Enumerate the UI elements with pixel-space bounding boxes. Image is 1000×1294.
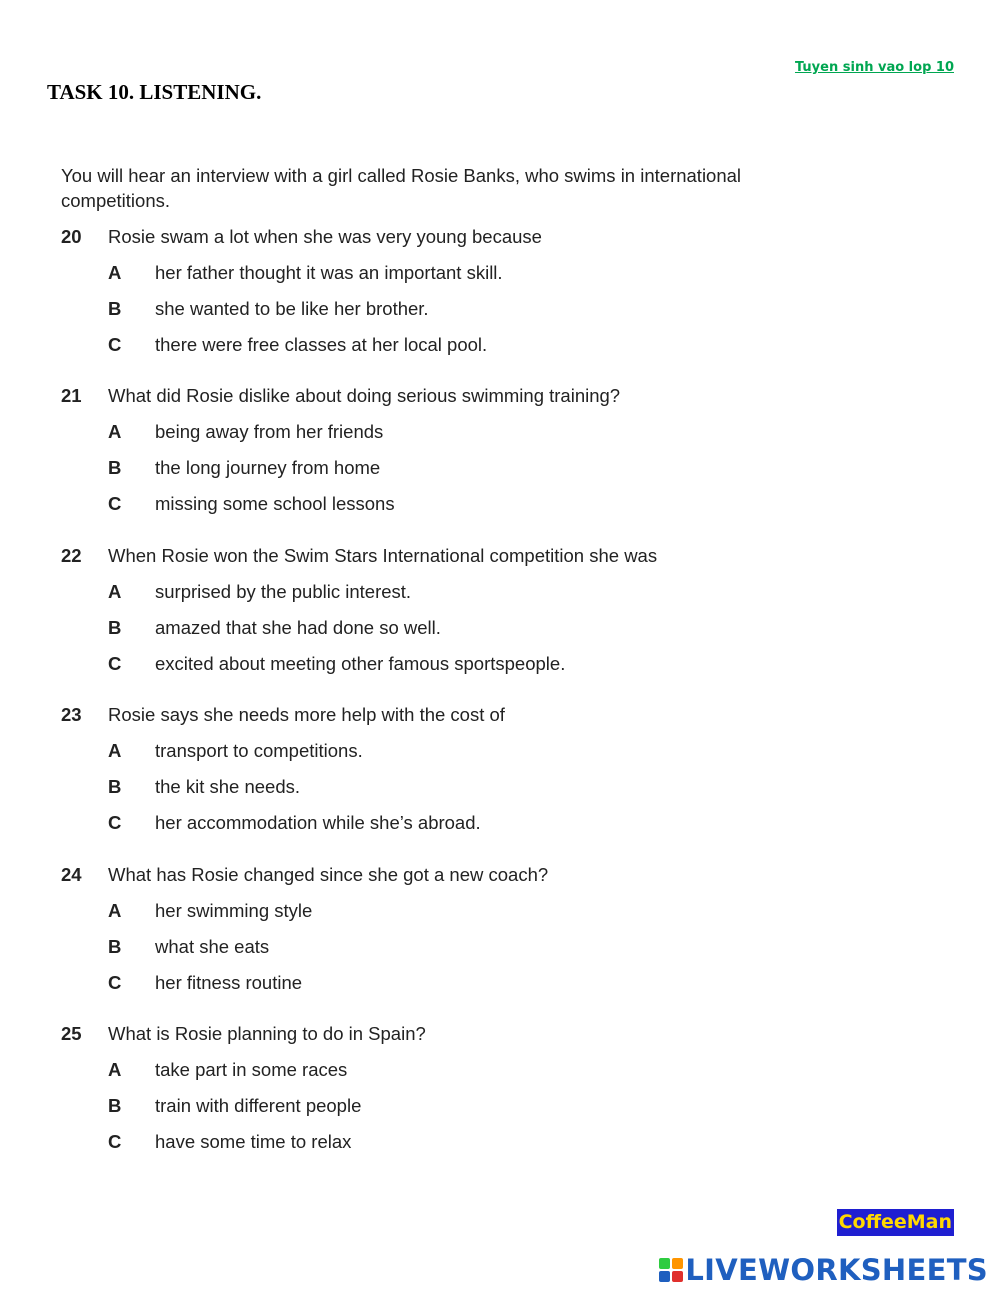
question-21 xyxy=(61,383,821,542)
option-text: train with different people xyxy=(155,1094,362,1116)
question-25 xyxy=(61,1021,821,1180)
option-b[interactable] xyxy=(108,455,708,480)
option-text: amazed that she had done so well. xyxy=(155,616,441,638)
option-letter: A xyxy=(108,421,122,443)
question-text: When Rosie won the Swim Stars International competition she was xyxy=(108,544,658,566)
question-text: What did Rosie dislike about doing serious swimming training? xyxy=(108,385,621,407)
option-letter: C xyxy=(108,652,122,674)
option-text: the kit she needs. xyxy=(155,776,301,798)
option-b[interactable] xyxy=(108,296,708,321)
question-number: 23 xyxy=(61,704,82,726)
option-letter: B xyxy=(108,298,122,319)
option-c[interactable] xyxy=(108,332,708,357)
question-number: 25 xyxy=(61,1022,82,1044)
option-letter: B xyxy=(108,457,122,479)
brand-name: LIVEWORKSHEETS xyxy=(685,1253,988,1287)
question-22 xyxy=(61,543,821,702)
liveworksheets-logo-icon xyxy=(659,1258,683,1282)
author-badge: CoffeeMan xyxy=(837,1209,954,1236)
question-text: What is Rosie planning to do in Spain? xyxy=(108,1022,426,1044)
option-text: excited about meeting other famous sportspeople. xyxy=(155,652,566,674)
option-letter: A xyxy=(108,1058,122,1080)
question-list xyxy=(61,224,821,1180)
option-letter: B xyxy=(108,776,122,798)
question-number: 20 xyxy=(61,226,82,247)
option-a[interactable] xyxy=(108,579,708,604)
option-letter: B xyxy=(108,616,122,638)
option-text: transport to competitions. xyxy=(155,740,363,762)
option-letter: A xyxy=(108,899,122,921)
option-letter: A xyxy=(108,580,122,602)
option-text: she wanted to be like her brother. xyxy=(155,298,429,319)
option-letter: C xyxy=(108,1130,122,1152)
option-text: have some time to relax xyxy=(155,1130,352,1152)
option-a[interactable] xyxy=(108,738,708,763)
page-title: TASK 10. LISTENING. xyxy=(47,80,262,104)
option-c[interactable] xyxy=(108,810,708,835)
option-c[interactable] xyxy=(108,651,708,676)
question-24 xyxy=(61,862,821,1021)
option-text: there were free classes at her local pool. xyxy=(155,334,488,355)
option-b[interactable] xyxy=(108,774,708,799)
option-b[interactable] xyxy=(108,615,708,640)
question-number: 22 xyxy=(61,544,82,566)
intro-text: You will hear an interview with a girl called Rosie Banks, who swims in international competitions. xyxy=(61,165,742,211)
option-text: surprised by the public interest. xyxy=(155,580,412,602)
question-23 xyxy=(61,702,821,861)
option-letter: B xyxy=(108,935,122,957)
option-letter: C xyxy=(108,971,122,993)
option-b[interactable] xyxy=(108,1093,708,1118)
option-a[interactable] xyxy=(108,419,708,444)
question-text: Rosie says she needs more help with the cost of xyxy=(108,704,505,726)
brand-logo[interactable] xyxy=(659,1254,988,1286)
option-c[interactable] xyxy=(108,1129,708,1154)
option-text: the long journey from home xyxy=(155,457,381,479)
option-b[interactable] xyxy=(108,934,708,959)
option-a[interactable] xyxy=(108,260,708,285)
option-text: her father thought it was an important skill. xyxy=(155,262,503,283)
option-text: her accommodation while she’s abroad. xyxy=(155,812,481,834)
question-20 xyxy=(61,224,821,383)
option-letter: A xyxy=(108,740,122,762)
option-letter: C xyxy=(108,493,122,515)
option-letter: B xyxy=(108,1094,122,1116)
question-text: Rosie swam a lot when she was very young because xyxy=(108,226,542,247)
question-number: 24 xyxy=(61,863,82,885)
question-text: What has Rosie changed since she got a new coach? xyxy=(108,863,549,885)
option-c[interactable] xyxy=(108,970,708,995)
question-number: 21 xyxy=(61,385,82,407)
option-text: her fitness routine xyxy=(155,971,303,993)
option-letter: C xyxy=(108,334,122,355)
header-link[interactable]: Tuyen sinh vao lop 10 xyxy=(794,60,954,75)
option-text: missing some school lessons xyxy=(155,493,395,515)
option-text: being away from her friends xyxy=(155,421,384,443)
option-a[interactable] xyxy=(108,898,708,923)
option-text: what she eats xyxy=(155,935,270,957)
option-text: her swimming style xyxy=(155,899,313,921)
option-c[interactable] xyxy=(108,491,708,516)
option-letter: C xyxy=(108,812,122,834)
option-letter: A xyxy=(108,262,122,283)
option-a[interactable] xyxy=(108,1057,708,1082)
option-text: take part in some races xyxy=(155,1058,348,1080)
